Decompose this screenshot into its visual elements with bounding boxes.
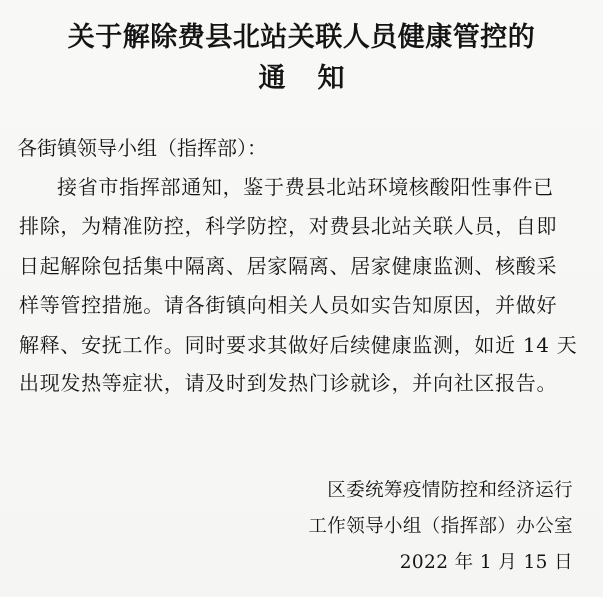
body-line-2: 排除，为精准防控，科学防控，对费县北站关联人员，自即 [19,214,558,238]
notice-title: 关于解除费县北站关联人员健康管控的 [67,22,536,53]
body-line-6: 出现发热等症状，请及时到发热门诊就诊，并向社区报告。 [19,371,558,395]
notice-title-word: 通知 [258,63,377,94]
issuer-line-2: 工作领导小组（指挥部）办公室 [308,516,573,537]
body-line-5: 解释、安抚工作。同时要求其做好后续健康监测，如近 14 天 [19,333,578,357]
issuer-line-1: 区委统筹疫情防控和经济运行 [327,480,573,501]
notice-title-subheading [0,56,603,95]
body-line-3: 日起解除包括集中隔离、居家隔离、居家健康监测、核酸采 [19,254,558,278]
body-line-4: 样等管控措施。请各街镇向相关人员如实告知原因，并做好 [19,293,558,317]
issue-date: 2022 年 1 月 15 日 [399,552,573,573]
salutation: 各街镇领导小组（指挥部）： [17,136,267,160]
body-line-1: 接省市指挥部通知，鉴于费县北站环境核酸阳性事件已 [57,175,554,199]
